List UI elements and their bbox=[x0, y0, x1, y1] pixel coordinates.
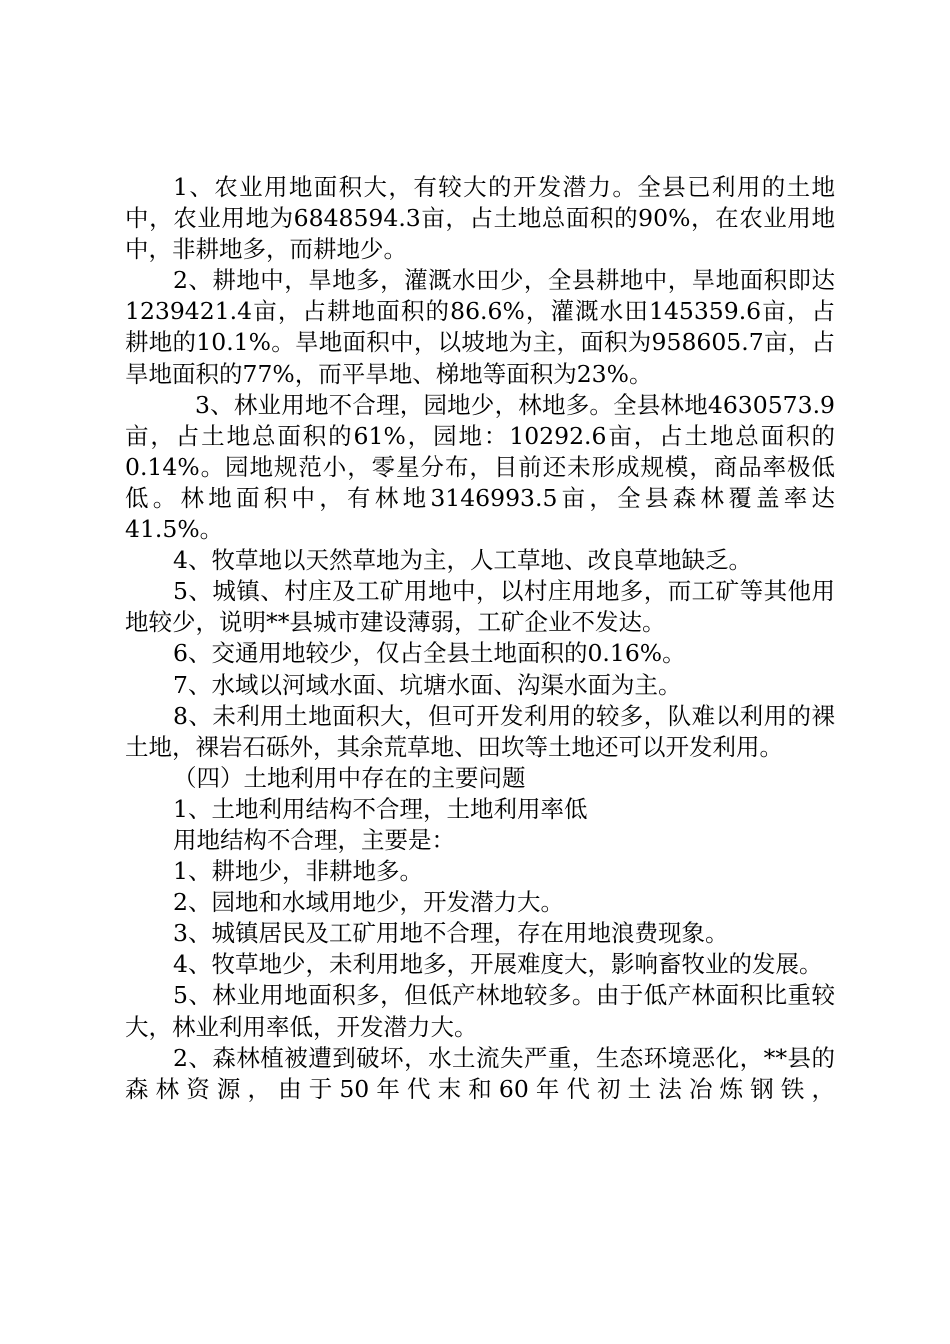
list-item-4: 4、牧草地少，未利用地多，开展难度大，影响畜牧业的发展。 bbox=[173, 950, 823, 979]
list-item-3: 3、城镇居民及工矿用地不合理，存在用地浪费现象。 bbox=[173, 919, 729, 948]
paragraph-transport-land: 6、交通用地较少，仅占全县土地面积的0.16%。 bbox=[173, 639, 686, 668]
paragraph-forest-destruction: 2、森林植被遭到破坏，水土流失严重，生态环境恶化，**县的森林资源，由于50年代末和60年代初土法冶炼钢铁， bbox=[125, 1043, 835, 1103]
paragraph-agricultural-land: 1、农业用地面积大，有较大的开发潜力。全县已利用的土地中，农业用地为6848594.3亩，占土地总面积的90%，在农业用地中，非耕地多，而耕地少。 bbox=[125, 173, 835, 264]
list-item-2: 2、园地和水域用地少，开发潜力大。 bbox=[173, 888, 564, 917]
paragraph-cultivated-land: 2、耕地中，旱地多，灌溉水田少，全县耕地中，旱地面积即达1239421.4亩，占耕地面积的86.6%，灌溉水田145359.6亩，占耕地的10.1%。旱地面积中，以坡地为主，面积为958605.7亩，占旱地面积的77%，而平旱地、梯地等面积为23%。 bbox=[125, 266, 835, 388]
document-page bbox=[125, 172, 835, 1105]
paragraph-unused-land: 8、未利用土地面积大，但可开发利用的较多，队难以利用的裸土地，裸岩石砾外，其余荒草地、田坎等土地还可以开发利用。 bbox=[125, 701, 835, 761]
list-item-5: 5、林业用地面积多，但低产林地较多。由于低产林面积比重较大，林业利用率低，开发潜力大。 bbox=[125, 981, 835, 1041]
paragraph-forestry-land: 3、林业用地不合理，园地少，林地多。全县林地4630573.9亩，占土地总面积的61%，园地：10292.6亩，占土地总面积的0.14%。园地规范小，零星分布，目前还未形成规模，商品率极低低。林地面积中，有林地3146993.5亩，全县森林覆盖率达41.5%。 bbox=[125, 390, 835, 544]
paragraph-structure-intro: 用地结构不合理，主要是： bbox=[173, 825, 455, 854]
paragraph-urban-land: 5、城镇、村庄及工矿用地中，以村庄用地多，而工矿等其他用地较少，说明**县城市建设薄弱，工矿企业不发达。 bbox=[125, 577, 835, 637]
section-heading-main-problems: （四）土地利用中存在的主要问题 bbox=[173, 763, 526, 792]
paragraph-pasture-land: 4、牧草地以天然草地为主，人工草地、改良草地缺乏。 bbox=[173, 546, 752, 575]
subheading-structure-unreasonable: 1、土地利用结构不合理，土地利用率低 bbox=[173, 794, 588, 823]
list-item-1: 1、耕地少，非耕地多。 bbox=[173, 857, 423, 886]
paragraph-water-area: 7、水域以河域水面、坑塘水面、沟渠水面为主。 bbox=[173, 670, 682, 699]
